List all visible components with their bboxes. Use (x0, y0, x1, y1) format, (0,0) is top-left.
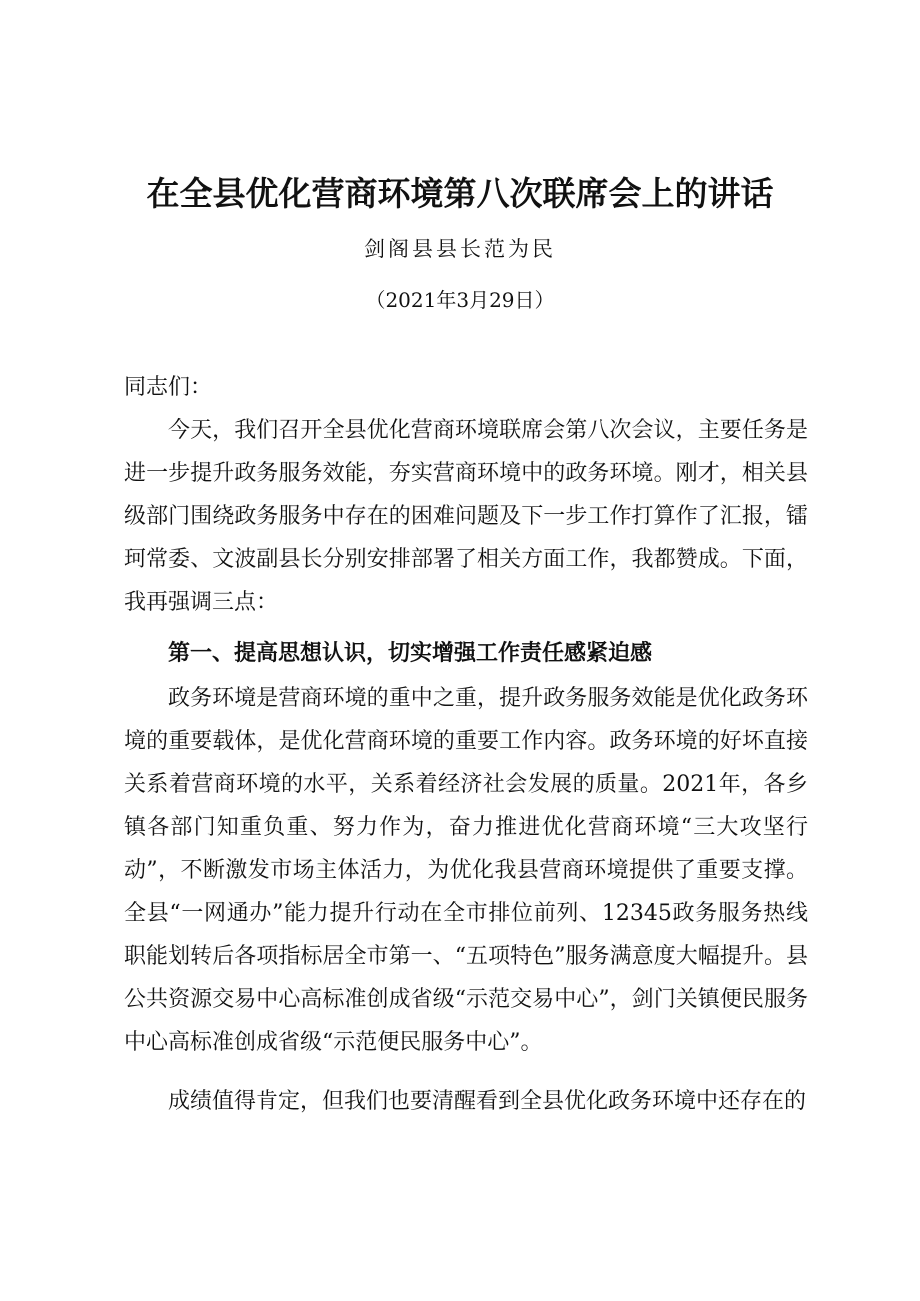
paragraph-section-1: 政务环境是营商环境的重中之重，提升政务服务效能是优化政务环境的重要载体，是优化营商环境的重要工作内容。政务环境的好坏直接关系着营商环境的水平，关系着经济社会发展的质量。2021年，各乡镇各部门知重负重、努力作为，奋力推进优化营商环境“三大攻坚行动”，不断激发市场主体活力，为优化我县营商环境提供了重要支撑。全县“一网通办”能力提升行动在全市排位前列、12345政务服务热线职能划转后各项指标居全市第一、“五项特色”服务满意度大幅提升。县公共资源交易中心高标准创成省级“示范交易中心”，剑门关镇便民服务中心高标准创成省级“示范便民服务中心”。 (124, 686, 808, 1055)
document-title: 在全县优化营商环境第八次联席会上的讲话 (146, 174, 774, 213)
salutation: 同志们： (124, 375, 213, 400)
speech-date: （2021年3月29日） (365, 288, 555, 312)
section-heading-1: 第一、提高思想认识，切实增强工作责任感紧迫感 (168, 641, 653, 666)
paragraph-continuation: 成绩值得肯定，但我们也要清醒看到全县优化政务环境中还存在的 (168, 1089, 807, 1114)
speaker-byline: 剑阁县县长范为民 (364, 237, 556, 261)
paragraph-intro: 今天，我们召开全县优化营商环境联席会第八次会议，主要任务是进一步提升政务服务效能，夯实营商环境中的政务环境。刚才，相关县级部门围绕政务服务中存在的困难问题及下一步工作打算作了汇报，镭珂常委、文波副县长分别安排部署了相关方面工作，我都赞成。下面，我再强调三点： (124, 418, 808, 615)
